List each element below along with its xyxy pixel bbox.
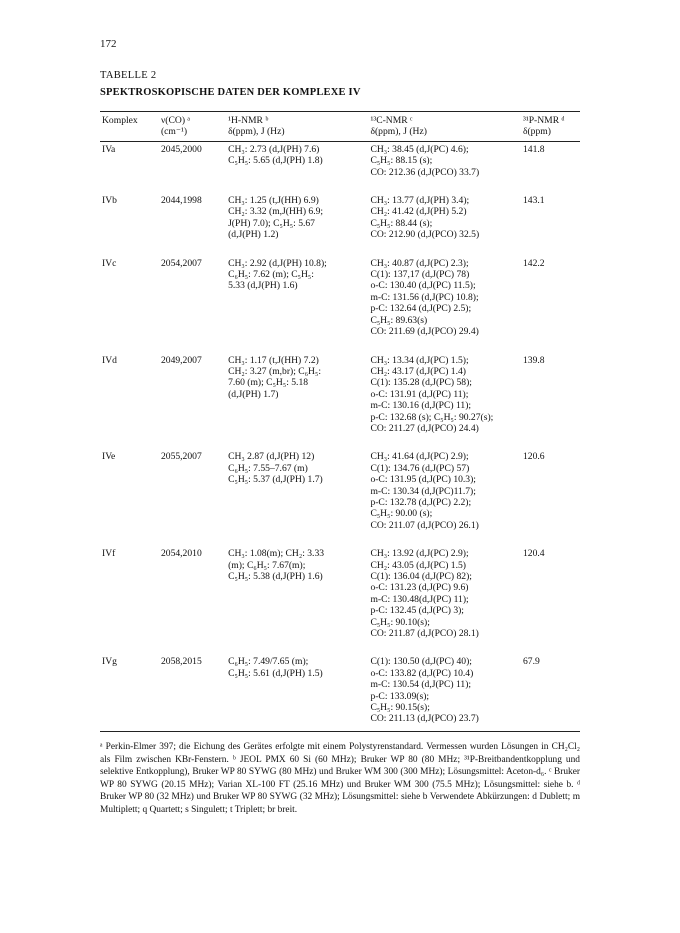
cell-line: o-C: 131.95 (d,J(PC) 10.3); bbox=[370, 474, 476, 486]
cell-line: CH₃: 1.25 (t,J(HH) 6.9) bbox=[228, 195, 319, 207]
cell-line: CH₃: 13.34 (d,J(PC) 1.5); bbox=[370, 354, 469, 366]
table-row bbox=[100, 447, 580, 544]
table-body bbox=[100, 141, 580, 731]
cell-komplex: IVf bbox=[102, 548, 116, 560]
header-h-nmr-line: ¹H-NMR ᵇ bbox=[228, 115, 269, 126]
cell-line: CO: 211.27 (d,J(PCO) 24.4) bbox=[370, 422, 479, 434]
cell-komplex: IVd bbox=[102, 354, 117, 366]
cell-line: CH₃: 40.87 (d,J(PC) 2.3); bbox=[370, 257, 469, 269]
cell-line: CH₂: 43.17 (d,J(PC) 1.4) bbox=[370, 365, 466, 377]
cell-line: C₅H₅: 5.61 (d,J(PH) 1.5) bbox=[228, 667, 323, 679]
cell-c13-nmr bbox=[368, 447, 521, 544]
cell-line: C₆H₅: 7.62 (m); C₅H₅: bbox=[228, 269, 314, 281]
cell-nu-co: 2045,2000 bbox=[160, 143, 202, 155]
cell-c13-nmr bbox=[368, 191, 521, 254]
table-header bbox=[100, 112, 580, 142]
cell-line: m-C: 130.34 (d,J(PC)11.7); bbox=[370, 485, 476, 497]
page-number: 172 bbox=[100, 38, 117, 50]
cell-h-nmr bbox=[226, 141, 368, 191]
cell-line: C₅H₅: 5.38 (d,J(PH) 1.6) bbox=[228, 571, 323, 582]
cell-line: (d,J(PH) 1.2) bbox=[228, 229, 279, 241]
header-row bbox=[100, 112, 580, 142]
cell-nu-co: 2054,2010 bbox=[160, 548, 202, 560]
cell-line: CO: 211.69 (d,J(PCO) 29.4) bbox=[370, 326, 479, 338]
cell-line: m-C: 131.56 (d,J(PC) 10.8); bbox=[370, 291, 479, 303]
cell-line: CO: 212.36 (d,J(PCO) 33.7) bbox=[370, 166, 480, 178]
cell-nu-co: 2054,2007 bbox=[160, 257, 202, 269]
cell-line: m-C: 130.48(d,J(PC) 11); bbox=[370, 593, 469, 605]
cell-c13-nmr bbox=[368, 544, 521, 652]
header-nu-co-line: ν(CO) ᵃ bbox=[160, 115, 191, 126]
cell-line: C₆H₅: 7.49/7.65 (m); bbox=[228, 656, 309, 668]
cell-line: o-C: 131.23 (d,J(PC) 9.6) bbox=[370, 582, 469, 594]
header-c13-nmr bbox=[368, 112, 521, 142]
cell-p31-nmr: 143.1 bbox=[522, 195, 545, 207]
cell-line: CO: 212.90 (d,J(PCO) 32.5) bbox=[370, 229, 480, 241]
cell-line: CH₃: 1.17 (t,J(HH) 7.2) bbox=[228, 354, 319, 366]
cell-p31-nmr: 142.2 bbox=[522, 257, 545, 269]
cell-line: C₅H₅: 5.37 (d,J(PH) 1.7) bbox=[228, 474, 323, 486]
cell-line: C₆H₅: 7.55–7.67 (m) bbox=[228, 462, 308, 474]
header-p31-nmr-line: ³¹P-NMR ᵈ bbox=[522, 115, 565, 126]
cell-p31-nmr: 67.9 bbox=[522, 656, 540, 668]
footnotes: ᵃ Perkin-Elmer 397; die Eichung des Gerätes erfolgte mit einem Polystyrenstandard. Vermessen wurden Lösungen in CH₂Cl₂ als Film zwischen KBr-Fenstern. ᵇ JEOL PMX 60 Si (60 MHz); Bruker WP 80 (80 MHz; ³¹P-Breitbandentkopplung und selektive Entkopplung), Bruker WP 80 SYWG (80 MHz) und Bruker WM 300 (300 MHz); Lösungsmittel: Aceton-d₆. ᶜ Bruker WP 80 SYWG (20.15 MHz); Varian XL-100 FT (25.16 MHz) und Bruker WM 300 (75.5 MHz); Lösungsmittel: siehe b. ᵈ Bruker WP 80 (32 MHz) und Bruker WP 80 SYWG (32 MHz); Lösungsmittel: siehe b Verwendete Abkürzungen: d Dublett; m Multiplett; q Quartett; s Singulett; t Triplett; br breit. bbox=[100, 742, 580, 815]
cell-line: (m); C₆H₅: 7.67(m); bbox=[228, 559, 306, 571]
header-h-nmr bbox=[226, 112, 368, 142]
cell-c13-nmr bbox=[368, 652, 521, 731]
table-row bbox=[100, 141, 580, 191]
cell-line: J(PH) 7.0); C₅H₅: 5.67 bbox=[228, 217, 315, 229]
cell-komplex: IVc bbox=[102, 257, 117, 269]
header-h-nmr-line: δ(ppm), J (Hz) bbox=[228, 126, 285, 138]
cell-line: CH₃: 2.73 (d,J(PH) 7.6) bbox=[228, 143, 320, 155]
header-c13-nmr-line: ¹³C-NMR ᶜ bbox=[370, 115, 413, 126]
cell-line: C₅H₅: 90.15(s); bbox=[370, 702, 430, 714]
cell-line: CO: 211.13 (d,J(PCO) 23.7) bbox=[370, 713, 479, 725]
cell-komplex: IVg bbox=[102, 656, 117, 668]
cell-line: C₅H₅: 88.15 (s); bbox=[370, 155, 433, 167]
cell-line: (d,J(PH) 1.7) bbox=[228, 388, 279, 400]
cell-komplex: IVb bbox=[102, 195, 117, 207]
cell-c13-nmr bbox=[368, 351, 521, 448]
header-komplex-line: Komplex bbox=[102, 115, 138, 126]
cell-komplex: IVe bbox=[102, 451, 116, 463]
header-nu-co-line: (cm⁻¹) bbox=[160, 126, 188, 138]
cell-nu-co: 2049,2007 bbox=[160, 354, 202, 366]
cell-h-nmr bbox=[226, 652, 368, 731]
cell-line: CH₃: 1.08(m); CH₂: 3.33 bbox=[228, 548, 325, 560]
table-row bbox=[100, 351, 580, 448]
cell-line: C(1): 130.50 (d,J(PC) 40); bbox=[370, 656, 472, 668]
cell-nu-co: 2058,2015 bbox=[160, 656, 202, 668]
header-komplex bbox=[100, 112, 159, 142]
cell-komplex: IVa bbox=[102, 143, 116, 155]
table-row bbox=[100, 191, 580, 254]
header-p31-nmr bbox=[521, 112, 580, 142]
cell-c13-nmr bbox=[368, 254, 521, 351]
cell-p31-nmr: 141.8 bbox=[522, 143, 545, 155]
cell-p31-nmr: 120.6 bbox=[522, 451, 545, 463]
cell-line: C(1): 134.76 (d,J(PC) 57) bbox=[370, 462, 470, 474]
table-title: SPEKTROSKOPISCHE DATEN DER KOMPLEXE IV bbox=[100, 87, 361, 98]
cell-h-nmr bbox=[226, 191, 368, 254]
cell-c13-nmr bbox=[368, 141, 521, 191]
header-c13-nmr-line: δ(ppm), J (Hz) bbox=[370, 126, 427, 138]
cell-line: CO: 211.87 (d,J(PCO) 28.1) bbox=[370, 628, 479, 640]
cell-line: C₅H₅: 88.44 (s); bbox=[370, 217, 433, 229]
cell-line: C₅H₅: 90.10(s); bbox=[370, 616, 430, 628]
cell-line: C(1): 135.28 (d,J(PC) 58); bbox=[370, 377, 472, 389]
cell-line: m-C: 130.54 (d,J(PC) 11); bbox=[370, 679, 472, 691]
table-label: TABELLE 2 bbox=[100, 70, 157, 81]
cell-line: C(1): 136.04 (d,J(PC) 82); bbox=[370, 571, 472, 582]
cell-line: C₅H₅: 89.63(s) bbox=[370, 314, 428, 326]
cell-line: CH₃: 13.77 (d,J(PH) 3.4); bbox=[370, 195, 470, 207]
cell-line: CH₃: 2.92 (d,J(PH) 10.8); bbox=[228, 257, 327, 269]
cell-line: C₅H₅: 5.65 (d,J(PH) 1.8) bbox=[228, 155, 323, 167]
cell-line: CO: 211.07 (d,J(PCO) 26.1) bbox=[370, 519, 479, 531]
cell-h-nmr bbox=[226, 351, 368, 448]
header-p31-nmr-line: δ(ppm) bbox=[522, 126, 551, 138]
cell-nu-co: 2055,2007 bbox=[160, 451, 202, 463]
cell-line: CH₂: 41.42 (d,J(PH) 5.2) bbox=[370, 206, 467, 218]
cell-line: CH₃ 2.87 (d,J(PH) 12) bbox=[228, 451, 315, 463]
cell-line: o-C: 131.91 (d,J(PC) 11); bbox=[370, 388, 469, 400]
cell-line: C(1): 137,17 (d,J(PC) 78) bbox=[370, 269, 470, 281]
cell-line: C₅H₅: 90.00 (s); bbox=[370, 508, 433, 520]
table-row bbox=[100, 544, 580, 652]
cell-p31-nmr: 139.8 bbox=[522, 354, 545, 366]
cell-line: CH₂: 3.27 (m,br); C₆H₅: bbox=[228, 365, 321, 377]
cell-line: CH₃: 41.64 (d,J(PC) 2.9); bbox=[370, 451, 469, 463]
cell-h-nmr bbox=[226, 447, 368, 544]
cell-nu-co: 2044,1998 bbox=[160, 195, 202, 207]
cell-h-nmr bbox=[226, 254, 368, 351]
cell-line: p-C: 133.09(s); bbox=[370, 690, 430, 702]
cell-line: m-C: 130.16 (d,J(PC) 11); bbox=[370, 400, 472, 412]
table-row bbox=[100, 254, 580, 351]
nmr-data-table bbox=[100, 111, 580, 732]
cell-line: p-C: 132.64 (d,J(PC) 2.5); bbox=[370, 303, 472, 315]
cell-line: o-C: 133.82 (d,J(PC) 10.4) bbox=[370, 667, 474, 679]
cell-line: p-C: 132.45 (d,J(PC) 3); bbox=[370, 605, 464, 617]
header-nu-co bbox=[159, 112, 226, 142]
table-row bbox=[100, 652, 580, 731]
cell-line: CH₂: 3.32 (m,J(HH) 6.9; bbox=[228, 206, 324, 218]
cell-h-nmr bbox=[226, 544, 368, 652]
cell-line: 7.60 (m); C₅H₅: 5.18 bbox=[228, 377, 309, 389]
cell-p31-nmr: 120.4 bbox=[522, 548, 545, 560]
cell-line: CH₂: 43.05 (d,J(PC) 1.5) bbox=[370, 559, 466, 571]
cell-line: CH₃: 38.45 (d,J(PC) 4.6); bbox=[370, 143, 469, 155]
cell-line: 5.33 (d,J(PH) 1.6) bbox=[228, 280, 298, 292]
cell-line: p-C: 132.68 (s); C₅H₅: 90.27(s); bbox=[370, 411, 494, 423]
cell-line: p-C: 132.78 (d,J(PC) 2.2); bbox=[370, 496, 472, 508]
cell-line: o-C: 130.40 (d,J(PC) 11.5); bbox=[370, 280, 476, 292]
cell-line: CH₃: 13.92 (d,J(PC) 2.9); bbox=[370, 548, 469, 560]
